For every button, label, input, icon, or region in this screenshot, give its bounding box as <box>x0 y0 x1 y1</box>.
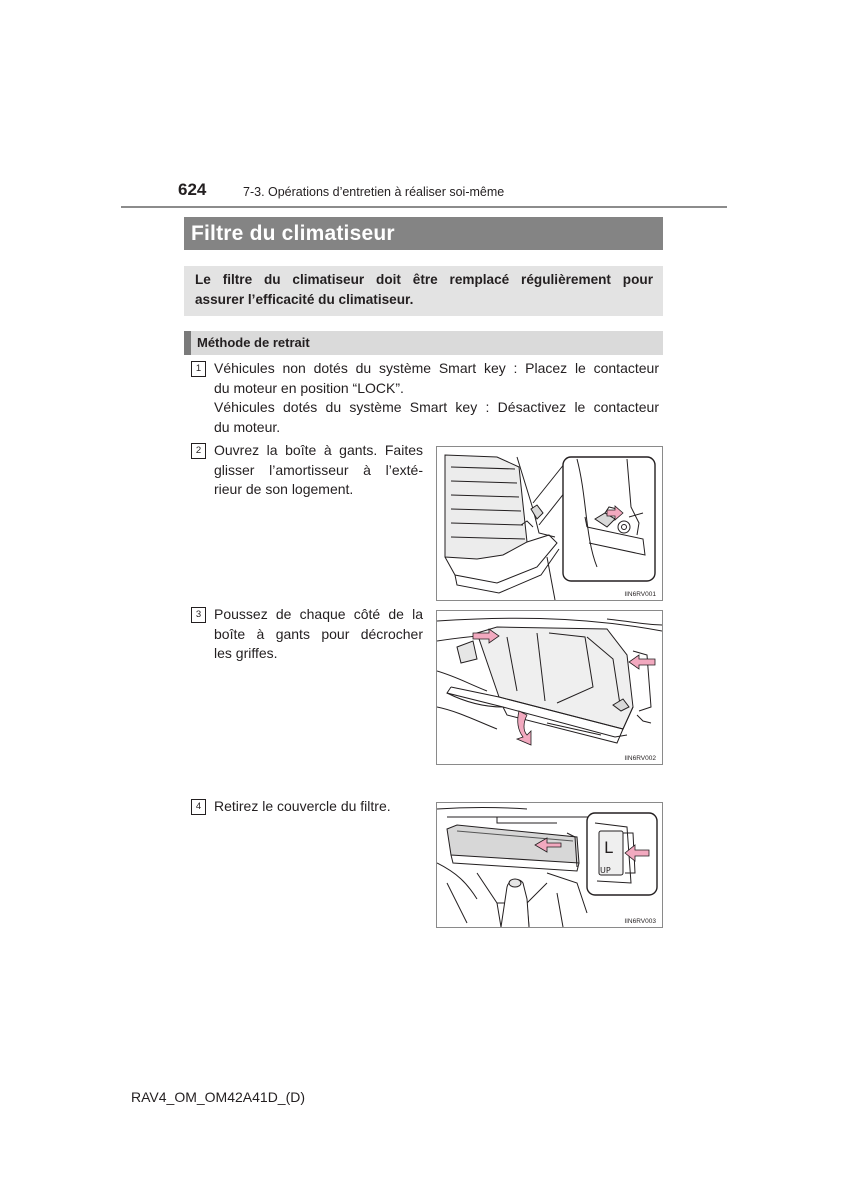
intro-line-2: assurer l’efficacité du climatiseur. <box>195 292 414 307</box>
step-2-text <box>214 441 423 500</box>
step-2-number: 2 <box>191 443 206 459</box>
figure-code-1: IIN6RV001 <box>624 591 656 598</box>
step-3-number: 3 <box>191 607 206 623</box>
filter-letter-label: L <box>604 838 613 857</box>
step-1-number: 1 <box>191 361 206 377</box>
figure-code-3: IIN6RV003 <box>624 918 656 925</box>
step-1-line-4: du moteur. <box>214 418 281 435</box>
figure-glovebox-damper <box>436 446 663 601</box>
step-3-text <box>214 605 423 664</box>
page-number: 624 <box>178 180 207 199</box>
step-2-line-2: glisser l’amortisseur à l’exté- <box>214 461 423 478</box>
step-3-line-3: les griffes. <box>214 645 278 661</box>
right-push-arrow-icon <box>629 655 655 669</box>
running-head: 7-3. Opérations d’entretien à réaliser soi-même <box>243 185 505 199</box>
step-1-text <box>214 359 659 437</box>
step-4-line-1: Retirez le couvercle du filtre. <box>214 798 391 814</box>
step-2-line-3: rieur de son logement. <box>214 481 354 497</box>
section-title: Filtre du climatiseur <box>184 217 663 250</box>
subsection-title: Méthode de retrait <box>184 331 663 355</box>
figure-glovebox-claws <box>436 610 663 765</box>
figure-code-2: IIN6RV002 <box>624 755 656 762</box>
step-4-text <box>214 797 423 817</box>
filter-cover-illustration <box>437 803 662 927</box>
step-1-line-2: du moteur en position “LOCK”. <box>214 379 404 396</box>
footer-doc-code: RAV4_OM_OM42A41D_(D) <box>131 1089 306 1105</box>
glovebox-claws-illustration <box>437 611 662 764</box>
header-rule <box>121 206 727 208</box>
down-arrow-icon <box>517 711 531 745</box>
step-2-line-1: Ouvrez la boîte à gants. Faites <box>214 442 423 458</box>
figure-filter-cover <box>436 802 663 928</box>
step-1-line-3: Véhicules dotés du système Smart key : Désactivez le contacteur <box>214 399 659 415</box>
intro-box <box>184 266 663 316</box>
filter-up-label: UP <box>600 866 611 875</box>
step-4-number: 4 <box>191 799 206 815</box>
step-3-line-1: Poussez de chaque côté de la <box>214 606 423 622</box>
glovebox-damper-illustration <box>437 447 662 600</box>
intro-line-1: Le filtre du climatiseur doit être remplacé régulièrement pour <box>195 272 653 287</box>
step-1-line-1: Véhicules non dotés du système Smart key : Placez le contacteur <box>214 360 659 376</box>
step-3-line-2: boîte à gants pour décrocher <box>214 625 423 642</box>
